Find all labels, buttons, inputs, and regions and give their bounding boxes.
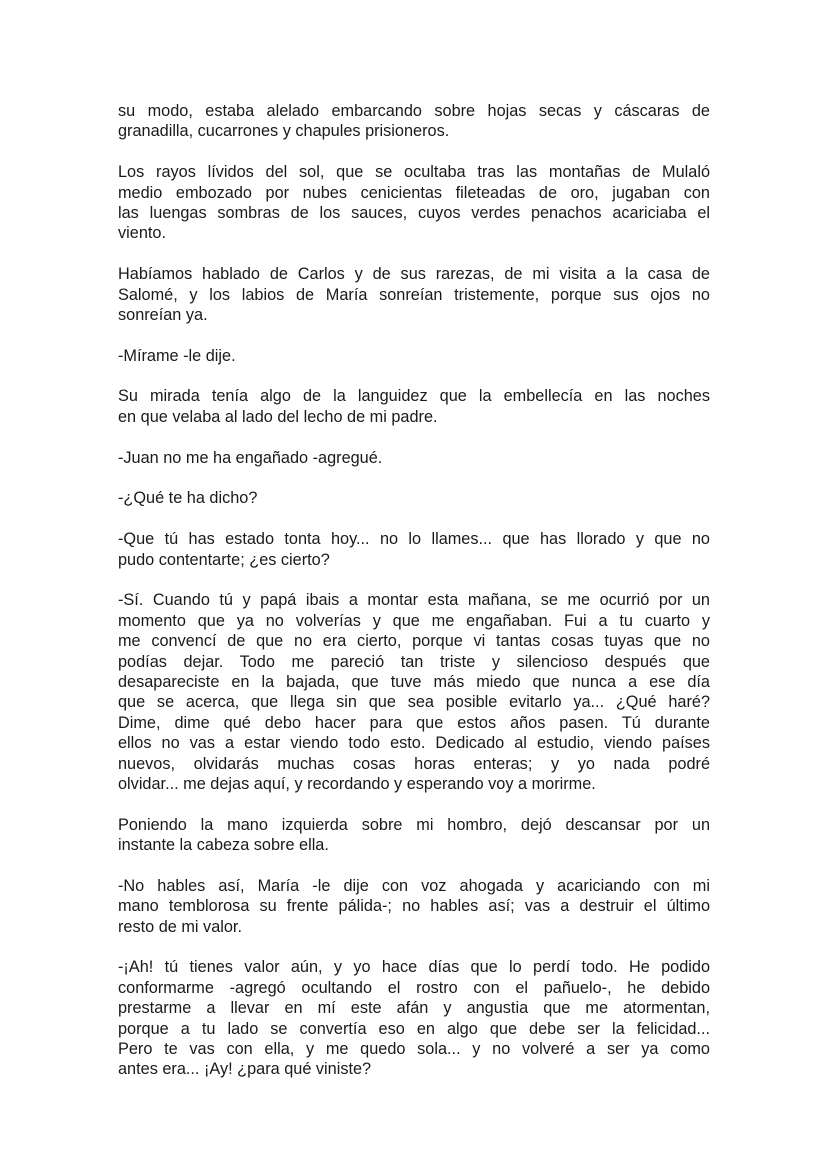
text-line: olvidar... me dejas aquí, y recordando y esperando voy a morirme. [118,774,596,793]
text-line: en que velaba al lado del lecho de mi padre. [118,407,438,426]
paragraph [118,590,710,794]
text-line: me convencí de que no era cierto, porque vi tantas cosas tuyas que no [118,632,710,651]
text-line: Su mirada tenía algo de la languidez que la embellecía en las noches [118,387,710,406]
text-line: -Sí. Cuando tú y papá ibais a montar esta mañana, se me ocurrió por un [118,591,710,610]
paragraph [118,815,710,856]
text-line: Los rayos lívidos del sol, que se ocultaba tras las montañas de Mulaló [118,163,710,182]
text-line: su modo, estaba alelado embarcando sobre hojas secas y cáscaras de [118,102,710,120]
text-line: podías dejar. Todo me pareció tan triste y silencioso después que [118,652,710,671]
paragraph [118,529,710,570]
text-line: instante la cabeza sobre ella. [118,836,329,855]
paragraph [118,264,710,325]
text-line: desapareciste en la bajada, que tuve más miedo que nunca a ese día [118,672,710,691]
text-line: sonreían ya. [118,305,208,324]
text-line: pudo contentarte; ¿es cierto? [118,550,330,569]
text-line: viento. [118,224,166,243]
text-line: las luengas sombras de los sauces, cuyos verdes penachos acariciaba el [118,203,710,222]
paragraph [118,162,710,244]
paragraph [118,957,710,1079]
text-line: nuevos, olvidarás muchas cosas horas enteras; y yo nada podré [118,754,710,773]
text-line: medio embozado por nubes cenicientas fileteadas de oro, jugaban con [118,183,710,202]
text-line: granadilla, cucarrones y chapules prisioneros. [118,122,450,141]
text-line: Pero te vas con ella, y me quedo sola... y no volveré a ser ya como [118,1039,710,1058]
text-line: que se acerca, que llega sin que sea posible evitarlo ya... ¿Qué haré? [118,693,710,712]
text-line: -¿Qué te ha dicho? [118,489,258,508]
paragraph [118,448,710,468]
text-line: Dime, dime qué debo hacer para que estos años pasen. Tú durante [118,713,710,732]
text-line: conformarme -agregó ocultando el rostro con el pañuelo-, he debido [118,978,710,997]
text-line: -¡Ah! tú tienes valor aún, y yo hace días que lo perdí todo. He podido [118,958,710,977]
paragraph [118,386,710,427]
text-line: -Juan no me ha engañado -agregué. [118,448,383,467]
paragraph [118,346,710,366]
text-line: -No hables así, María -le dije con voz ahogada y acariciando con mi [118,876,710,895]
text-line: Salomé, y los labios de María sonreían tristemente, porque sus ojos no [118,285,710,304]
text-line: momento que ya no volverías y que me engañaban. Fui a tu cuarto y [118,611,710,630]
paragraph [118,101,710,142]
text-line: antes era... ¡Ay! ¿para qué viniste? [118,1060,372,1079]
text-line: prestarme a llevar en mí este afán y angustia que me atormentan, [118,999,710,1018]
paragraph [118,488,710,508]
text-line: -Mírame -le dije. [118,346,236,365]
text-line: porque a tu lado se convertía eso en algo que debe ser la felicidad... [118,1019,710,1038]
text-line: mano temblorosa su frente pálida-; no hables así; vas a destruir el último [118,897,710,916]
text-line: resto de mi valor. [118,917,242,936]
text-line: -Que tú has estado tonta hoy... no lo llames... que has llorado y que no [118,530,710,549]
document-page [118,101,710,1100]
text-line: ellos no vas a estar viendo todo esto. Dedicado al estudio, viendo países [118,734,710,753]
text-line: Poniendo la mano izquierda sobre mi hombro, dejó descansar por un [118,815,710,834]
paragraph [118,876,710,937]
text-line: Habíamos hablado de Carlos y de sus rarezas, de mi visita a la casa de [118,265,710,284]
